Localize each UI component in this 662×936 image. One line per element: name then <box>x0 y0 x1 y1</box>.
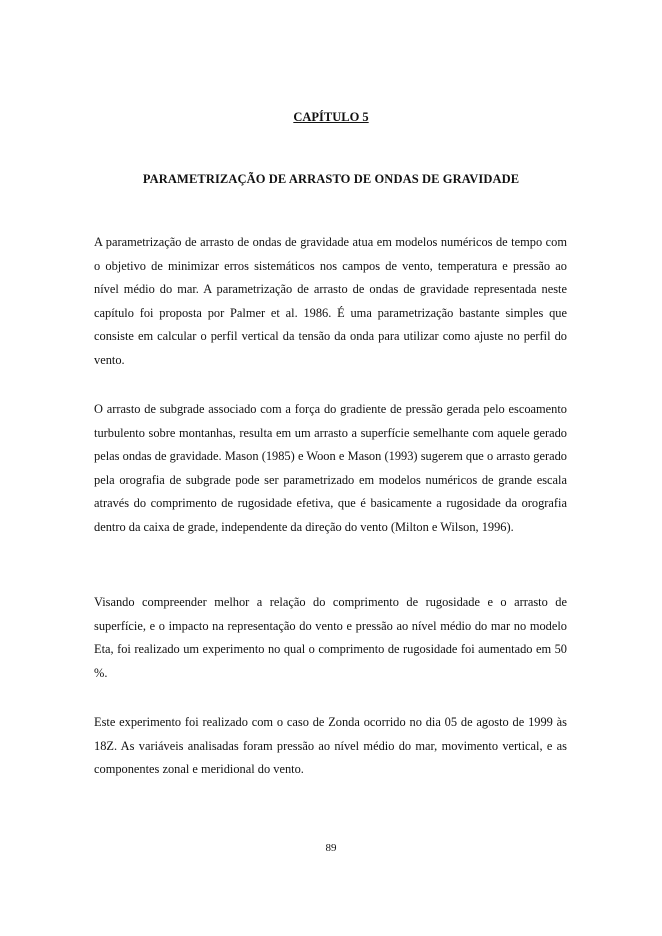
paragraph-4: Este experimento foi realizado com o caso de Zonda ocorrido no dia 05 de agosto de 1999 às 18Z. As variáveis analisadas foram pressão ao nível médio do mar, movimento vertical, e as componentes zonal e meridional do vento. <box>94 715 567 777</box>
paragraph-2: O arrasto de subgrade associado com a força do gradiente de pressão gerada pelo escoamento turbulento sobre montanhas, resulta em um arrasto a superfície semelhante com aquele gerado pelas ondas de gravidade. Mason (1985) e Woon e Mason (1993) sugerem que o arrasto gerado pela orografia de subgrade pode ser parametrizado em modelos numéricos de grande escala através do comprimento de rugosidade efetiva, que é basicamente a rugosidade da orografia dentro da caixa de grade, independente da direção do vento (Milton e Wilson, 1996). <box>94 402 567 534</box>
page-number: 89 <box>325 842 337 854</box>
paragraph-1: A parametrização de arrasto de ondas de gravidade atua em modelos numéricos de tempo com o objetivo de minimizar erros sistemáticos nos campos de vento, temperatura e pressão ao nível médio do mar. A parametrização de arrasto de ondas de gravidade representada neste capítulo foi proposta por Palmer et al. 1986. É uma parametrização bastante simples que consiste em calcular o perfil vertical da tensão da onda para utilizar como ajuste no perfil do vento. <box>94 235 567 367</box>
paragraph-3: Visando compreender melhor a relação do comprimento de rugosidade e o arrasto de superfície, e o impacto na representação do vento e pressão ao nível médio do mar no modelo Eta, foi realizado um experimento no qual o comprimento de rugosidade foi aumentado em 50 %. <box>94 595 567 680</box>
chapter-heading: CAPÍTULO 5 <box>293 110 369 124</box>
section-title: PARAMETRIZAÇÃO DE ARRASTO DE ONDAS DE GRAVIDADE <box>142 172 520 186</box>
